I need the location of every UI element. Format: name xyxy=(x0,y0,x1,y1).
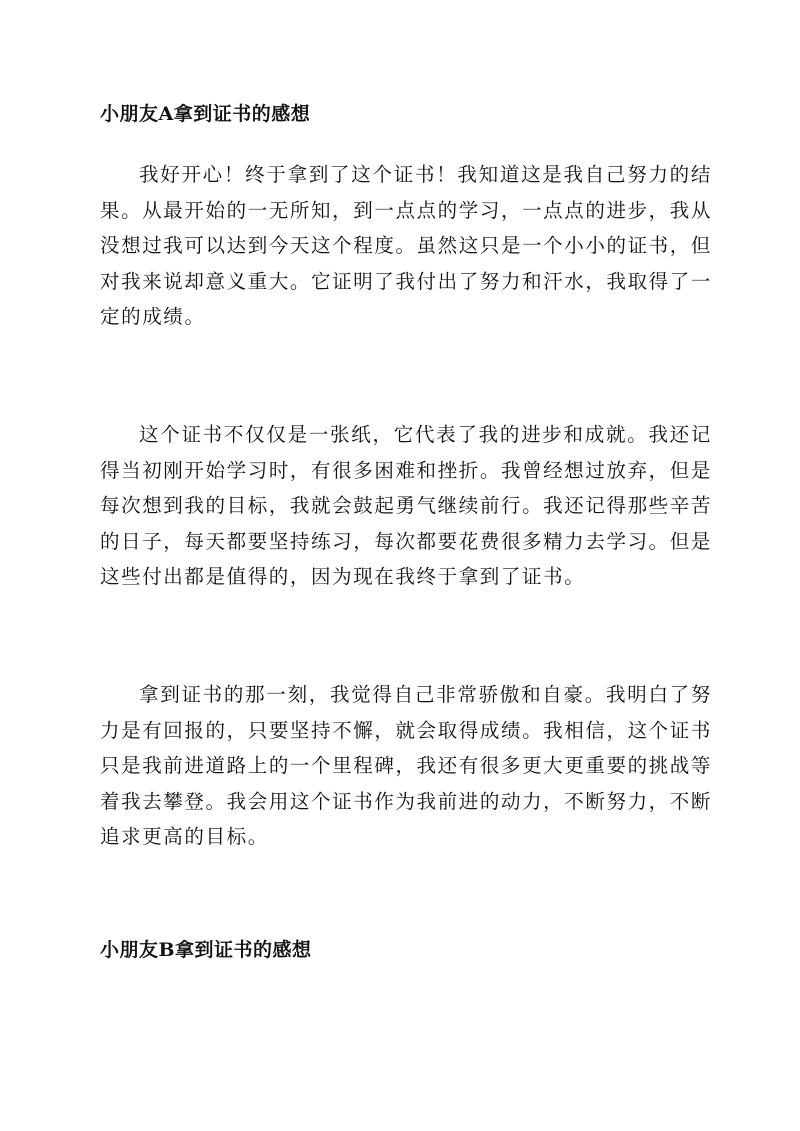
paragraph-3: 拿到证书的那一刻，我觉得自己非常骄傲和自豪。我明白了努力是有回报的，只要坚持不懈，就会取得成绩。我相信，这个证书只是我前进道路上的一个里程碑，我还有很多更大更重要的挑战等着我去攀登。我会用这个证书作为我前进的动力，不断努力，不断追求更高的目标。 xyxy=(100,683,712,848)
section-heading-a: 小朋友A拿到证书的感想 xyxy=(100,103,311,125)
paragraph-2: 这个证书不仅仅是一张纸，它代表了我的进步和成就。我还记得当初刚开始学习时，有很多困难和挫折。我曾经想过放弃，但是每次想到我的目标，我就会鼓起勇气继续前行。我还记得那些辛苦的日子，每天都要坚持练习，每次都要花费很多精力去学习。但是这些付出都是值得的，因为现在我终于拿到了证书。 xyxy=(100,423,712,588)
section-heading-b: 小朋友B拿到证书的感想 xyxy=(100,939,312,961)
paragraph-1: 我好开心！终于拿到了这个证书！我知道这是我自己努力的结果。从最开始的一无所知，到一点点的学习，一点点的进步，我从没想过我可以达到今天这个程度。虽然这只是一个小小的证书，但对我来说却意义重大。它证明了我付出了努力和汗水，我取得了一定的成绩。 xyxy=(100,163,712,328)
